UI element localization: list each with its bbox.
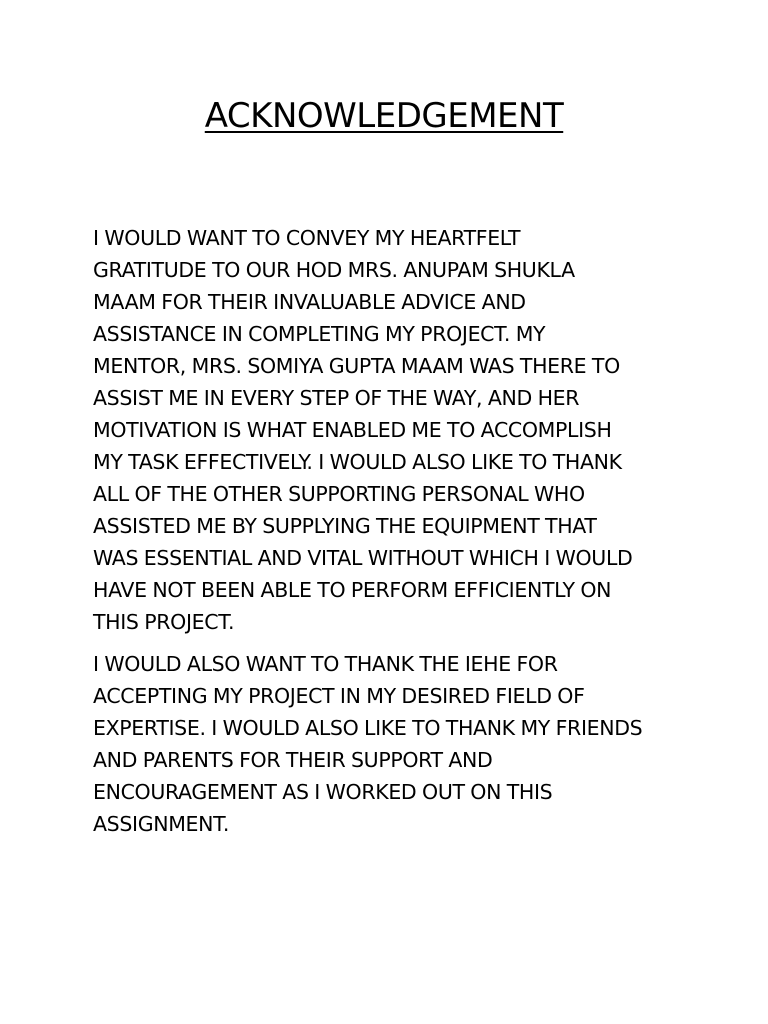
text-line: AND PARENTS FOR THEIR SUPPORT AND xyxy=(93,748,493,772)
text-line: I WOULD WANT TO CONVEY MY HEARTFELT xyxy=(93,226,521,250)
text-line: GRATITUDE TO OUR HOD MRS. ANUPAM SHUKLA xyxy=(93,258,575,282)
text-line: ASSISTANCE IN COMPLETING MY PROJECT. MY xyxy=(93,322,546,346)
text-line: HAVE NOT BEEN ABLE TO PERFORM EFFICIENTLY ON xyxy=(93,578,612,602)
page-title xyxy=(0,92,768,140)
text-line: ASSISTED ME BY SUPPLYING THE EQUIPMENT THAT xyxy=(93,514,597,538)
text-line: ACCEPTING MY PROJECT IN MY DESIRED FIELD OF xyxy=(93,684,585,708)
text-line: MAAM FOR THEIR INVALUABLE ADVICE AND xyxy=(93,290,526,314)
paragraph-1 xyxy=(93,222,683,638)
text-line: ALL OF THE OTHER SUPPORTING PERSONAL WHO xyxy=(93,482,585,506)
paragraph-2 xyxy=(93,648,683,840)
text-line: WAS ESSENTIAL AND VITAL WITHOUT WHICH I WOULD xyxy=(93,546,633,570)
page-title-text: ACKNOWLEDGEMENT xyxy=(204,96,564,136)
text-line: MOTIVATION IS WHAT ENABLED ME TO ACCOMPLISH xyxy=(93,418,612,442)
text-line: ASSIGNMENT. xyxy=(93,812,230,836)
text-line: I WOULD ALSO WANT TO THANK THE IEHE FOR xyxy=(93,652,558,676)
document-body xyxy=(93,222,683,850)
text-line: MY TASK EFFECTIVELY. I WOULD ALSO LIKE TO THANK xyxy=(93,450,622,474)
text-line: EXPERTISE. I WOULD ALSO LIKE TO THANK MY FRIENDS xyxy=(93,716,643,740)
text-line: ENCOURAGEMENT AS I WORKED OUT ON THIS xyxy=(93,780,553,804)
text-line: THIS PROJECT. xyxy=(93,610,235,634)
text-line: MENTOR, MRS. SOMIYA GUPTA MAAM WAS THERE TO xyxy=(93,354,620,378)
text-line: ASSIST ME IN EVERY STEP OF THE WAY, AND HER xyxy=(93,386,580,410)
